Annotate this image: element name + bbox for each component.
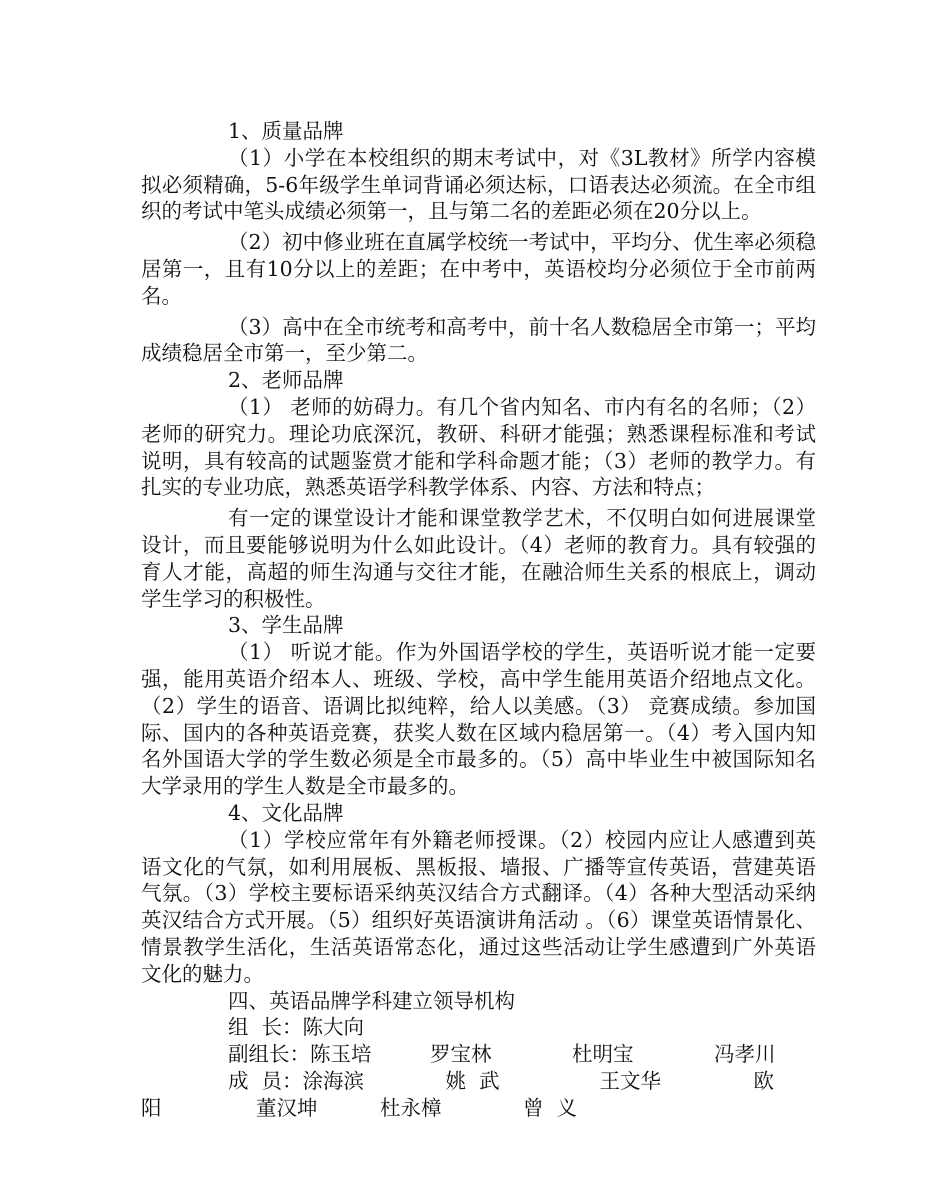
section-heading-teacher: 2、老师品牌: [228, 368, 344, 393]
member-label: 成 员：: [228, 1068, 303, 1093]
leader-label: 组 长：: [228, 1015, 303, 1040]
member-name: 曾 义: [523, 1095, 578, 1120]
deputy-name: 罗宝林: [430, 1042, 492, 1067]
paragraph: （1）学校应常年有外籍老师授课。（2）校园内应让人感遭到英语文化的气氛，如利用展板、黑板报、墙报、广播等宣传英语，营建英语气氛。（3）学校主要标语采纳英汉结合方式翻译。（4）各种大型活动采纳英汉结合方式开展。（5）组织好英语演讲角活动 。（6）课堂英语情景化、情景教学生活化，生活英语常态化，通过这些活动让学生感遭到广外英语文化的魅力。: [141, 827, 816, 986]
deputy-label: 副组长：: [228, 1042, 310, 1067]
section-heading-culture: 4、文化品牌: [228, 800, 344, 825]
paragraph: （3）高中在全市统考和高考中，前十名人数稳居全市第一；平均成绩稳居全市第一，至少第二。: [141, 314, 816, 366]
deputy-name: 杜明宝: [572, 1042, 634, 1067]
member-name: 欧: [753, 1068, 775, 1093]
document-page: [141, 118, 816, 1121]
member-name: 杜永樟: [380, 1095, 442, 1120]
deputy-line: [141, 1041, 816, 1068]
section-heading-quality: 1、质量品牌: [228, 119, 344, 143]
deputy-name: 冯孝川: [714, 1042, 776, 1067]
paragraph: （1） 老师的妨碍力。有几个省内知名、市内有名的名师；（2）老师的研究力。理论功底深沉，教研、科研才能强；熟悉课程标准和考试说明，具有较高的试题鉴赏才能和学科命题才能；（3）老师的教学力。有扎实的专业功底，熟悉英语学科教学体系、内容、方法和特点；: [141, 394, 816, 500]
leader-line: [141, 1014, 816, 1041]
member-line-2: [141, 1095, 816, 1122]
paragraph: （1）小学在本校组织的期末考试中，对《3L教材》所学内容模拟必须精确，5-6年级学生单词背诵必须达标，口语表达必须流。在全市组织的考试中笔头成绩必须第一，且与第二名的差距必须在20分以上。: [141, 145, 816, 224]
paragraph: （2）初中修业班在直属学校统一考试中，平均分、优生率必须稳居第一，且有10分以上的差距；在中考中，英语校均分必须位于全市前两名。: [141, 230, 816, 308]
member-name: 董汉坤: [256, 1095, 318, 1120]
paragraph: 有一定的课堂设计才能和课堂教学艺术，不仅明白如何进展课堂设计，而且要能够说明为什么如此设计。（4）老师的教育力。具有较强的育人才能，高超的师生沟通与交往才能，在融洽师生关系的根底上，调动学生学习的积极性。: [141, 506, 816, 611]
section-heading-student: 3、学生品牌: [228, 613, 344, 638]
paragraph: （1） 听说才能。作为外国语学校的学生，英语听说才能一定要强，能用英语介绍本人、班级、学校，高中学生能用英语介绍地点文化。（2）学生的语音、语调比拟纯粹，给人以美感。（3） 竞赛成绩。参加国际、国内的各种英语竞赛，获奖人数在区域内稳居第一。（4）考入国内知名外国语大学的学生数必须是全市最多的。（5）高中毕业生中被国际知名大学录用的学生人数是全市最多的。: [141, 640, 816, 799]
deputy-name: 陈玉培: [310, 1042, 372, 1067]
member-name: 涂海滨: [302, 1068, 365, 1093]
section-heading-leadership: 四、英语品牌学科建立领导机构: [228, 988, 515, 1013]
member-name: 姚 武: [445, 1068, 500, 1093]
leader-name: 陈大向: [302, 1015, 365, 1040]
member-line-1: [141, 1068, 816, 1095]
member-name: 王文华: [599, 1068, 662, 1093]
member-name: 阳: [141, 1095, 162, 1120]
